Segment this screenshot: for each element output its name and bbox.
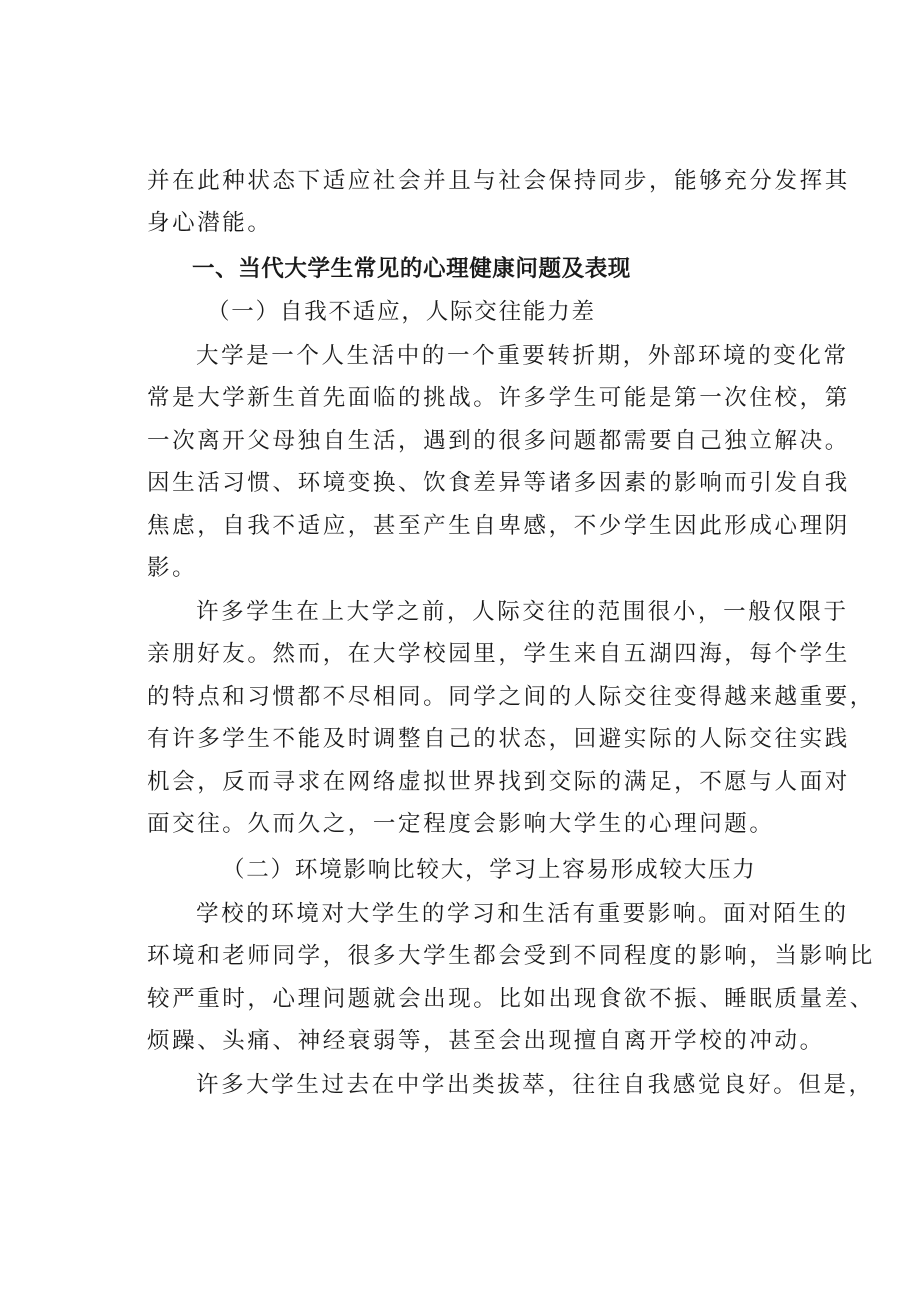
paragraph-line: 焦虑，自我不适应，甚至产生自卑感，不少学生因此形成心理阴 [147, 513, 850, 539]
paragraph-line: 因生活习惯、环境变换、饮食差异等诸多因素的影响而引发自我 [147, 470, 850, 496]
paragraph-line: 亲朋好友。然而，在大学校园里，学生来自五湖四海，每个学生 [147, 641, 850, 667]
paragraph-line: 一次离开父母独自生活，遇到的很多问题都需要自己独立解决。 [147, 428, 850, 454]
paragraph-line: 许多大学生过去在中学出类拔萃，往往自我感觉良好。但是， [196, 1072, 874, 1098]
paragraph-line: 常是大学新生首先面临的挑战。许多学生可能是第一次住校，第 [147, 385, 850, 411]
subsection-heading: （一）自我不适应，人际交往能力差 [207, 299, 596, 325]
paragraph-line: 影。 [147, 555, 198, 581]
paragraph-line: 的特点和习惯都不尽相同。同学之间的人际交往变得越来越重要， [147, 684, 875, 710]
paragraph-line: 机会，反而寻求在网络虚拟世界找到交际的满足，不愿与人面对 [147, 769, 850, 795]
paragraph-line: 学校的环境对大学生的学习和生活有重要影响。面对陌生的 [196, 901, 849, 927]
paragraph-line: 有许多学生不能及时调整自己的状态，回避实际的人际交往实践 [147, 726, 850, 752]
paragraph-line: 面交往。久而久之，一定程度会影响大学生的心理问题。 [147, 811, 775, 837]
paragraph-line: 大学是一个人生活中的一个重要转折期，外部环境的变化常 [196, 343, 849, 369]
paragraph-line: 环境和老师同学，很多大学生都会受到不同程度的影响，当影响比 [147, 943, 875, 969]
section-heading: 一、当代大学生常见的心理健康问题及表现 [192, 256, 631, 282]
paragraph-line: 烦躁、头痛、神经衰弱等，甚至会出现擅自离开学校的冲动。 [147, 1028, 825, 1054]
subsection-heading: （二）环境影响比较大，学习上容易形成较大压力 [222, 857, 757, 883]
paragraph-line: 许多学生在上大学之前，人际交往的范围很小，一般仅限于 [196, 599, 849, 625]
paragraph-line: 较严重时，心理问题就会出现。比如出现食欲不振、睡眠质量差、 [147, 986, 875, 1012]
paragraph-line: 身心潜能。 [147, 210, 273, 236]
paragraph-line: 并在此种状态下适应社会并且与社会保持同步，能够充分发挥其 [147, 168, 850, 194]
